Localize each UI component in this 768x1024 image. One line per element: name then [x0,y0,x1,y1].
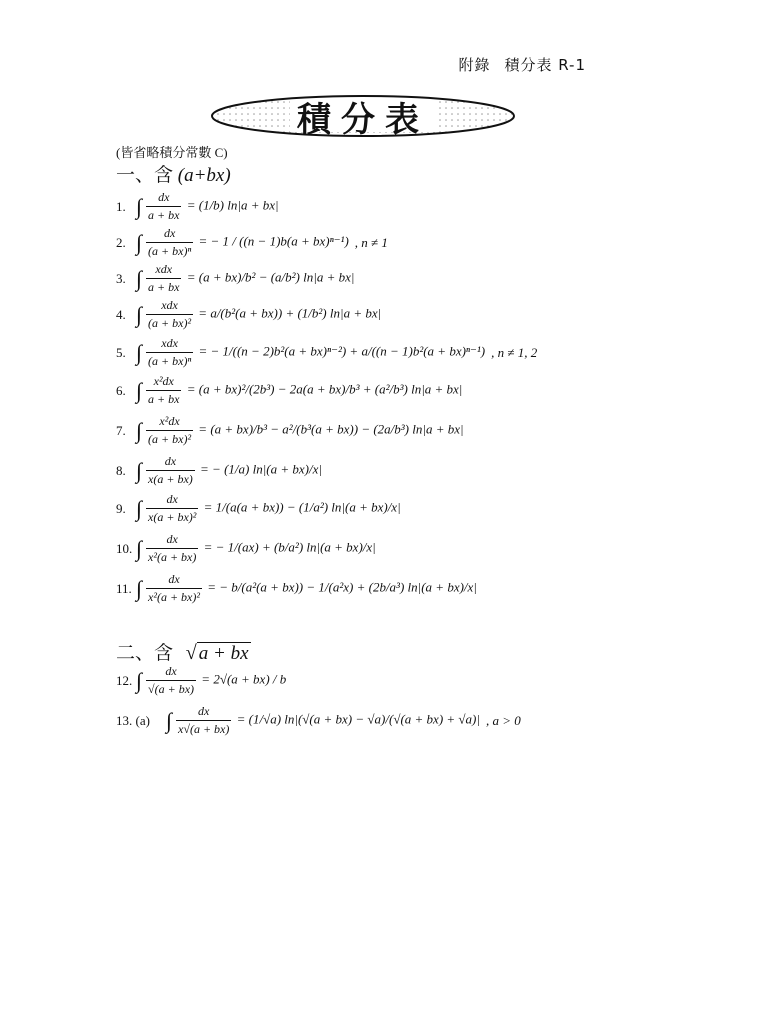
formula-number: 4. [116,306,126,322]
integral-sign: ∫ [136,417,143,443]
integrand-numerator: xdx [155,262,173,276]
formula-9 [116,492,401,525]
section-1-label: 一、含 [116,165,174,186]
formula-10 [116,532,376,565]
integrand-denominator: x²(a + bx) [148,550,197,564]
integrand-fraction [146,190,181,223]
integrand-fraction [146,664,196,697]
formula-result: = (a + bx)/b³ − a²/(b³(a + bx)) − (2a/b³) ln|a + bx| [195,421,464,437]
formula-expression [166,704,480,737]
section-2-sqrt: √ a + bx [185,642,249,664]
formula-expression [136,226,349,259]
formula-expression [136,336,485,369]
formula-13 [116,704,521,737]
page-header [458,54,586,75]
integrand-numerator: dx [163,226,176,240]
formula-expression [136,298,381,331]
integrand-numerator: dx [166,532,178,546]
integral-sign: ∫ [136,229,143,255]
integral-sign: ∫ [136,301,143,327]
formula-expression [136,572,477,605]
formula-condition: , n ≠ 1, 2 [491,344,538,360]
formula-number: 12. [116,672,133,688]
formula-result: = − 1 / ((n − 1)b(a + bx)ⁿ⁻¹) [195,233,349,249]
formula-expression [136,262,354,295]
integral-sign: ∫ [136,575,143,601]
constant-note: (皆省略積分常數 C) [116,145,228,160]
formula-number: 7. [116,422,126,438]
integrand-fraction [146,454,195,487]
formula-expression [136,492,401,525]
integrand-numerator: dx [165,664,177,678]
formula-expression [136,190,279,223]
section-1-heading [116,160,231,187]
integrand-denominator: a + bx [148,280,180,294]
integrand-denominator: (a + bx)ⁿ [148,244,192,258]
formula-result: = − 1/(ax) + (b/a²) ln|(a + bx)/x| [200,539,376,555]
formula-result: = a/(b²(a + bx)) + (1/b²) ln|a + bx| [195,305,382,321]
section-1-expr: (a+bx) [177,165,231,186]
integrand-fraction [146,572,202,605]
integrand-denominator: x²(a + bx)² [148,590,200,604]
integral-sign: ∫ [136,457,143,483]
integrand-numerator: x²dx [153,374,174,388]
integrand-fraction [146,374,181,407]
formula-condition: , a > 0 [485,712,521,728]
integrand-fraction [146,336,193,369]
integral-sign: ∫ [136,193,143,219]
formula-number: 8. [116,462,126,478]
integrand-numerator: dx [198,704,210,718]
integrand-denominator: (a + bx)² [148,316,192,330]
formula-3 [116,262,354,295]
formula-expression [136,454,322,487]
integrand-denominator: √(a + bx) [148,682,195,696]
integrand-numerator: dx [164,454,177,468]
header-appendix: 附錄 [458,56,491,74]
integral-sign: ∫ [136,535,143,561]
integrand-denominator: x(a + bx) [148,472,193,486]
formula-result: = (a + bx)/b² − (a/b²) ln|a + bx| [183,269,355,285]
formula-number: 1. [116,198,126,214]
integrand-denominator: x(a + bx)² [148,510,197,524]
formula-5 [116,336,537,369]
formula-1 [116,190,279,223]
formula-result: = (1/b) ln|a + bx| [183,197,279,213]
formula-6 [116,374,462,407]
integral-sign: ∫ [136,495,143,521]
integrand-numerator: dx [168,572,180,586]
formula-result: = 1/(a(a + bx)) − (1/a²) ln|(a + bx)/x| [200,499,401,515]
integrand-fraction [146,262,181,295]
formula-7 [116,414,464,447]
integrand-fraction [146,226,193,259]
formula-number: 5. [116,344,126,360]
integrand-numerator: xdx [161,298,178,312]
formula-number: 10. [116,540,133,556]
formula-condition: , n ≠ 1 [354,234,388,250]
integrand-fraction [146,414,193,447]
integrand-denominator: a + bx [148,208,180,222]
integrand-fraction [146,298,193,331]
formula-number: 3. [116,270,126,286]
formula-number: 2. [116,234,126,250]
formula-12 [116,664,286,697]
integral-sign: ∫ [136,339,143,365]
integrand-denominator: (a + bx)² [148,432,192,446]
formula-result: = − (1/a) ln|(a + bx)/x| [196,461,322,477]
formula-number: 11. [116,580,132,596]
integral-sign: ∫ [136,265,143,291]
integral-sign: ∫ [136,377,143,403]
formula-result: = − b/(a²(a + bx)) − 1/(a²x) + (2b/a³) ln|(a + bx)/x| [203,579,477,595]
formula-result: = (a + bx)²/(2b³) − 2a(a + bx)/b³ + (a²/b³) ln|a + bx| [183,381,463,397]
formula-result: = 2√(a + bx) / b [198,671,287,687]
formula-number: 9. [116,500,126,516]
formula-expression [136,374,462,407]
integrand-numerator: dx [158,190,170,204]
integrand-denominator: a + bx [148,392,180,406]
formula-8 [116,454,322,487]
formula-expression [136,414,464,447]
integrand-denominator: (a + bx)ⁿ [148,354,192,368]
title-banner [210,94,516,138]
integrand-fraction [146,492,198,525]
page-title: 積分表 [297,99,429,140]
formula-11 [116,572,477,605]
formula-result: = (1/√a) ln|(√(a + bx) − √a)/(√(a + bx) + √a)| [233,711,480,727]
formula-4 [116,298,381,331]
section-2-label: 二、含 [116,643,174,664]
formula-2 [116,226,388,259]
formula-number: 6. [116,382,126,398]
integrand-numerator: xdx [161,336,178,350]
integrand-denominator: x√(a + bx) [178,722,230,736]
formula-result: = − 1/((n − 2)b²(a + bx)ⁿ⁻²) + a/((n − 1)b²(a + bx)ⁿ⁻¹) [195,343,486,359]
formula-expression [136,532,376,565]
integrand-fraction [146,532,198,565]
integral-sign: ∫ [166,707,173,733]
header-section: 積分表 R-1 [504,56,586,74]
integrand-numerator: dx [166,492,178,506]
integrand-fraction [176,704,231,737]
integrand-numerator: x²dx [159,414,180,428]
section-2-expr: a + bx [198,643,249,664]
integral-sign: ∫ [136,667,143,693]
formula-number: 13. (a) [116,712,150,728]
section-2-heading [116,638,251,665]
formula-expression [136,664,286,697]
